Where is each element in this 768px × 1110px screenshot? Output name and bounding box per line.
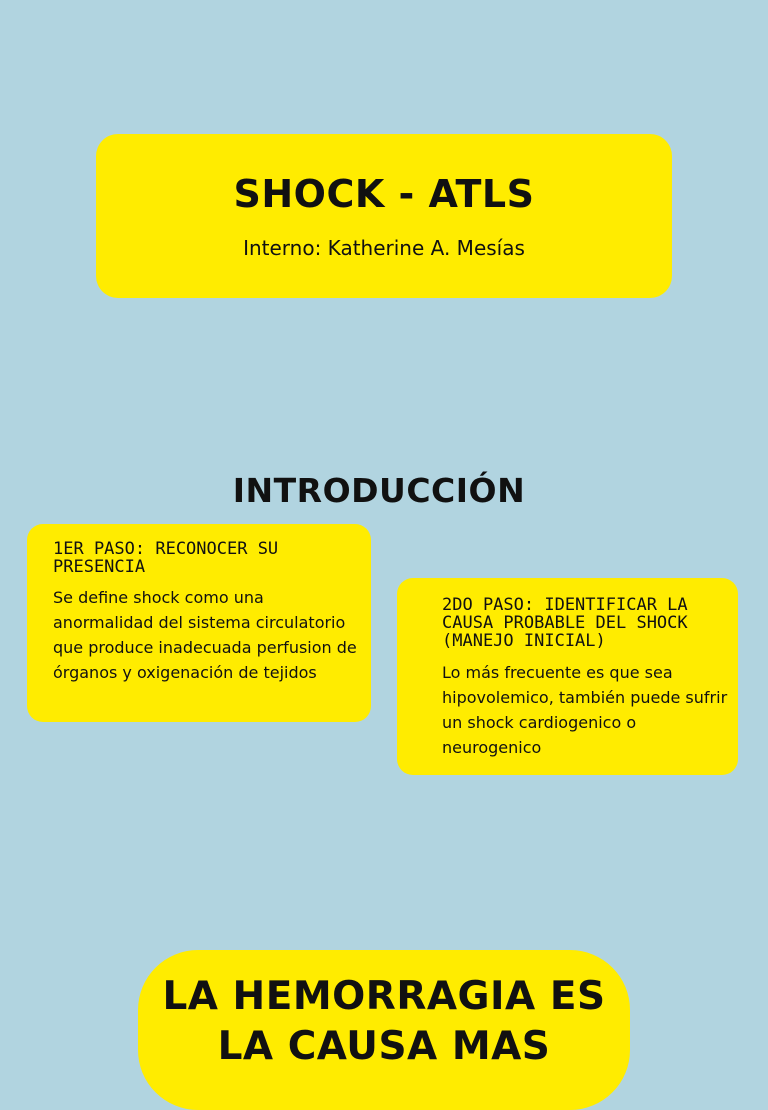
section-heading: INTRODUCCIÓN (232, 471, 526, 510)
step-2-body: Lo más frecuente es que sea hipovolemico, también puede sufrir un shock cardiogenico o neurogenico (442, 663, 728, 757)
title-card (96, 134, 672, 298)
highlight-text: LA HEMORRAGIA ES LA CAUSA MAS (162, 974, 606, 1069)
author-subtitle: Interno: Katherine A. Mesías (243, 236, 525, 260)
step-1-body: Se define shock como una anormalidad del sistema circulatorio que produce inadecuada perfusion de órganos y oxigenación de tejidos (53, 588, 357, 682)
step-card-2 (397, 578, 738, 775)
step-card-1 (27, 524, 371, 722)
highlight-card (138, 950, 630, 1110)
step-1-title: 1ER PASO: RECONOCER SU PRESENCIA (53, 539, 279, 577)
step-2-title: 2DO PASO: IDENTIFICAR LA CAUSA PROBABLE DEL SHOCK (MANEJO INICIAL) (442, 595, 688, 651)
page-title: SHOCK - ATLS (233, 172, 535, 216)
